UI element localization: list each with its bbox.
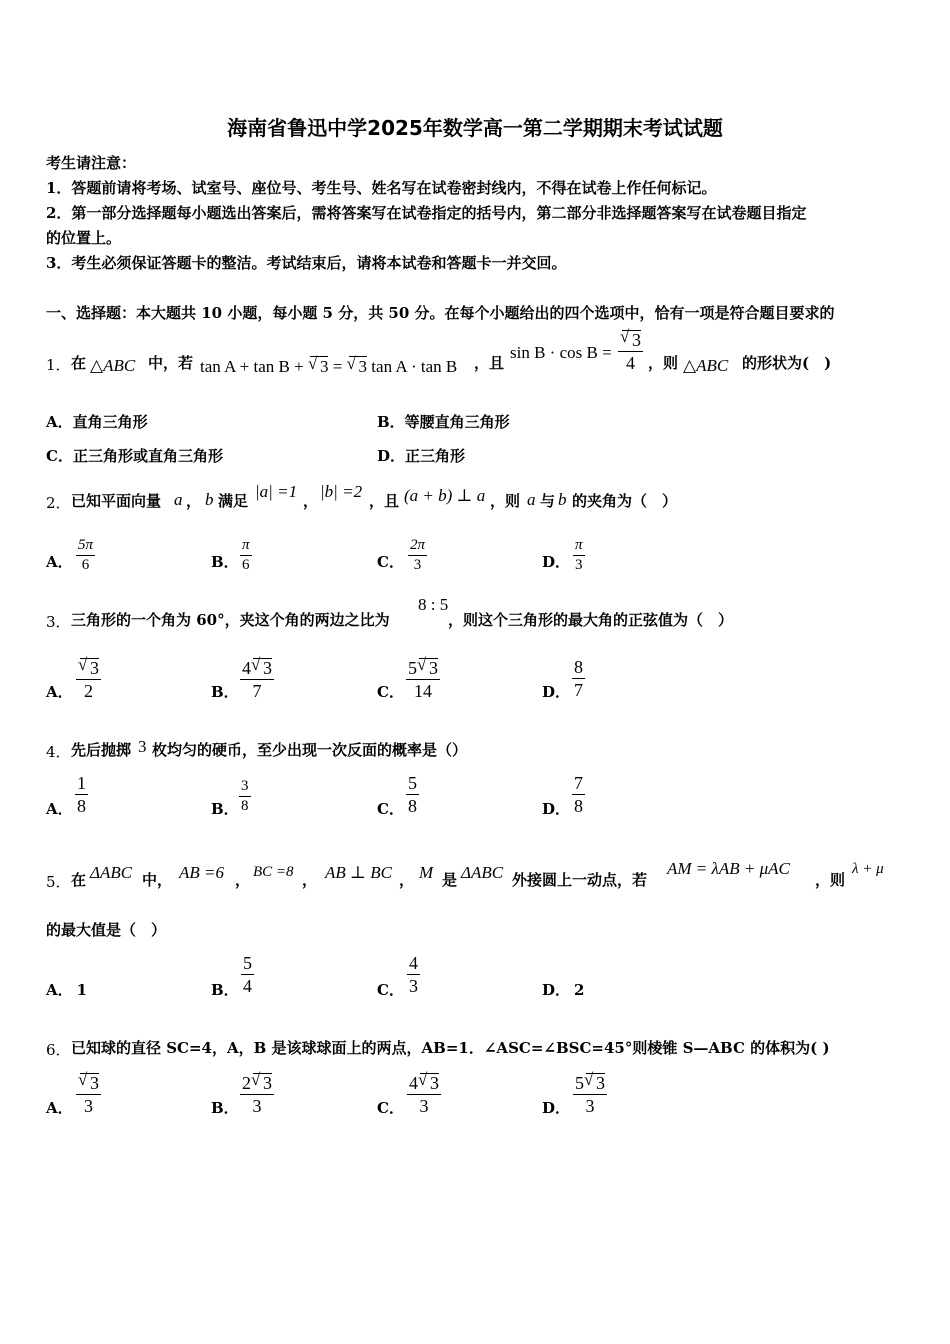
q1-option-d[interactable]: D．正三角形 [377,447,466,465]
q3-number: 3． [46,613,71,631]
q6-option-a[interactable]: A． [46,1099,73,1117]
q6-option-c[interactable]: C． [377,1099,404,1117]
q1-fraction: √ $\frac{3}{4}$ [618,330,643,372]
q2-option-c[interactable]: C． [377,553,404,571]
q2-option-a[interactable]: A． [46,553,73,571]
q2-abs-b: |b| =2 [320,482,363,501]
triangle-abc: △ABC [90,356,136,375]
q4-number: 4． [46,743,71,761]
notice-item-1: 1．答题前请将考场、试室号、座位号、考生号、姓名写在试卷密封线内，不得在试卷上作任何标记。 [46,179,717,197]
q5-option-b[interactable]: B． [211,981,239,999]
q5-option-c[interactable]: C． [377,981,404,999]
q1-option-c[interactable]: C．正三角形或直角三角形 [46,447,223,465]
q5-vector-equation: AM = λAB + μAC [667,859,790,878]
q4-option-c[interactable]: C． [377,800,404,818]
triangle-abc-2: △ABC [683,356,729,375]
q3-option-d[interactable]: D． [542,683,571,701]
q3-option-c[interactable]: C． [377,683,404,701]
q4-option-b[interactable]: B． [211,800,239,818]
q6-number: 6． [46,1041,71,1059]
q4-option-a[interactable]: A． [46,800,73,818]
notice-item-3: 3．考生必须保证答题卡的整洁。考试结束后，请将本试卷和答题卡一并交回。 [46,254,567,272]
q2-option-d[interactable]: D． [542,553,571,571]
q2-abs-a: |a| =1 [255,482,298,501]
q5-option-a[interactable]: A． 1 [46,981,88,999]
q3-option-b[interactable]: B． [211,683,239,701]
q1-option-b[interactable]: B．等腰直角三角形 [377,413,510,431]
q1-condition-2: sin B · cos B = [510,343,612,362]
q6-text: 已知球的直径 SC=4，A，B 是该球球面上的两点，AB=1．∠ASC=∠BSC=45°则棱锥 S—ABC 的体积为( ) [71,1039,830,1057]
q4-option-d[interactable]: D． [542,800,571,818]
section-heading: 一、选择题：本大题共 10 小题，每小题 5 分，共 50 分。在每个小题给出的四个选项中，恰有一项是符合题目要求的 [46,304,835,322]
q6-option-b[interactable]: B． [211,1099,239,1117]
q5-number: 5． [46,873,71,891]
notice-heading: 考生请注意： [46,154,137,172]
q2-number: 2． [46,494,71,512]
page-title: 海南省鲁迅中学2025年数学高一第二学期期末考试试题 [227,116,723,140]
q1-number: 1． [46,356,71,374]
q1-option-a[interactable]: A．直角三角形 [46,413,148,431]
q1-condition: tan A + tan B + √ 3 = √ 3 tan A · tan B [200,356,457,377]
q3-ratio: 8 : 5 [418,595,449,614]
q5-option-d[interactable]: D． 2 [542,981,585,999]
notice-item-2-cont: 的位置上。 [46,229,122,247]
q6-option-d[interactable]: D． [542,1099,571,1117]
q2-option-b[interactable]: B． [211,553,239,571]
q3-option-a[interactable]: A． [46,683,73,701]
notice-item-2: 2．第一部分选择题每小题选出答案后，需将答案写在试卷指定的括号内，第二部分非选择题答案写在试卷题目指定 [46,204,807,222]
q2-perp: (a + b) ⊥ a [404,486,486,505]
